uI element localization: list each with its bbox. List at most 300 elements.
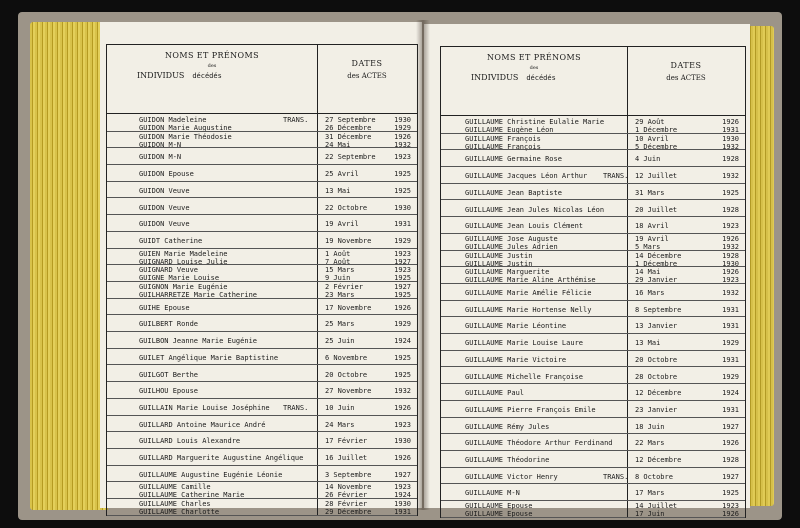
entry-name: GUILBERT Ronde bbox=[139, 320, 199, 329]
register-entry bbox=[107, 499, 417, 516]
entry-year: 1925 bbox=[394, 186, 411, 195]
register-entry bbox=[107, 349, 417, 366]
entry-date: 13 Janvier bbox=[635, 322, 678, 331]
entry-year: 1923 bbox=[394, 483, 411, 492]
entry-name: GUIHE Epouse bbox=[139, 303, 190, 312]
entry-name: GUILLAUME Jacques Léon Arthur bbox=[465, 172, 588, 181]
entry-name: GUILLAUME Augustine Eugénie Léonie bbox=[139, 470, 283, 479]
entry-name: GUIDON M-N bbox=[139, 153, 182, 162]
entry-year: 1929 bbox=[722, 372, 739, 381]
entry-date-cell bbox=[635, 252, 745, 260]
header-rule bbox=[441, 115, 745, 116]
entry-name: GUILGOT Berthe bbox=[139, 370, 199, 379]
entry-year: 1931 bbox=[722, 126, 739, 134]
entry-date-cell bbox=[635, 456, 745, 464]
entry-date: 15 Mars bbox=[325, 266, 355, 275]
entry-name: GUILLAUME Catherine Marie bbox=[139, 491, 245, 500]
entry-year: 1928 bbox=[722, 155, 739, 164]
entry-year: 1931 bbox=[722, 405, 739, 414]
entry-year: 1931 bbox=[394, 508, 411, 517]
register-entry bbox=[107, 315, 417, 332]
entry-name: GUILLAUME Jean Baptiste bbox=[465, 188, 562, 197]
register-entry bbox=[107, 416, 417, 433]
register-entry bbox=[107, 199, 417, 216]
entry-name: GUILLAUME Marie Victoire bbox=[465, 355, 567, 364]
entry-name: GUILLARD Louis Alexandre bbox=[139, 437, 241, 446]
register-entry bbox=[441, 234, 745, 251]
register-entry bbox=[441, 251, 745, 268]
entry-year: 1928 bbox=[722, 456, 739, 464]
dates-column-header bbox=[627, 61, 745, 82]
entry-name: GUIGNON Marie Eugénie bbox=[139, 283, 228, 291]
entry-year: 1925 bbox=[394, 291, 411, 299]
entry-name: GUILHARRETZE Marie Catherine bbox=[139, 291, 258, 299]
entry-date-cell bbox=[635, 373, 745, 381]
entry-name: GUILLAUME Marie Aline Arthémise bbox=[465, 276, 596, 285]
entry-year: 1932 bbox=[722, 242, 739, 251]
entry-year: 1930 bbox=[394, 500, 411, 509]
entry-year: 1927 bbox=[394, 283, 411, 291]
entry-name: GUILLAUME Théodorine bbox=[465, 456, 550, 464]
entry-year: 1932 bbox=[722, 142, 739, 151]
register-entry bbox=[441, 134, 745, 151]
dates-column-header bbox=[317, 59, 417, 80]
register-entry bbox=[107, 132, 417, 149]
entry-date: 24 Mai bbox=[325, 140, 351, 149]
entry-year: 1926 bbox=[722, 118, 739, 126]
entry-date: 17 Juin bbox=[635, 510, 665, 519]
entry-date-cell bbox=[325, 304, 417, 312]
register-entry bbox=[441, 117, 745, 134]
entry-year: 1923 bbox=[722, 502, 739, 511]
entry-year: 1930 bbox=[722, 259, 739, 268]
entry-date-cell bbox=[635, 235, 745, 243]
entry-date: 29 Décembre bbox=[325, 508, 372, 517]
entry-date-cell bbox=[325, 116, 417, 124]
entry-year: 1932 bbox=[394, 140, 411, 149]
entry-date-cell bbox=[635, 473, 745, 481]
header-des-actes: des ACTES bbox=[666, 74, 706, 82]
entry-date: 29 Janvier bbox=[635, 276, 678, 285]
entry-date-cell bbox=[635, 206, 745, 214]
entry-name: GUILHOU Epouse bbox=[139, 387, 199, 396]
header-noms-prenoms: NOMS ET PRÉNOMS bbox=[165, 51, 259, 60]
entry-year: 1924 bbox=[394, 337, 411, 346]
entry-name: GUIGNARD Veuve bbox=[139, 266, 199, 275]
entry-year: 1929 bbox=[394, 124, 411, 132]
entry-date-cell bbox=[325, 250, 417, 258]
entry-year: 1927 bbox=[722, 422, 739, 431]
entry-date-cell bbox=[635, 406, 745, 414]
entry-date: 14 Novembre bbox=[325, 483, 372, 492]
header-rule bbox=[107, 113, 417, 114]
entry-name: GUILLAUME Marguerite bbox=[465, 268, 550, 277]
entry-date-cell bbox=[635, 268, 745, 276]
entry-year: 1928 bbox=[722, 205, 739, 214]
entry-date-cell bbox=[635, 439, 745, 447]
entry-name: GUILLAUME Victor Henry bbox=[465, 472, 558, 481]
register-entry bbox=[441, 484, 745, 501]
register-entry bbox=[107, 299, 417, 316]
entry-date: 22 Septembre bbox=[325, 153, 376, 162]
entry-year: 1923 bbox=[394, 249, 411, 258]
entry-name: GUILLAUME Jean Louis Clément bbox=[465, 222, 584, 231]
register-entry bbox=[441, 434, 745, 451]
entry-name: GUILLAUME Michelle Françoise bbox=[465, 372, 584, 381]
entry-date-cell bbox=[635, 118, 745, 126]
register-entry bbox=[107, 282, 417, 299]
entry-date-cell bbox=[635, 172, 745, 180]
entry-year: 1931 bbox=[722, 355, 739, 364]
entry-name: GUILLAUME Marie Louise Laure bbox=[465, 339, 584, 348]
entry-date: 13 Mai bbox=[325, 186, 351, 195]
entry-year: 1924 bbox=[394, 491, 411, 500]
left-page bbox=[100, 22, 422, 517]
entry-date: 8 Octobre bbox=[635, 472, 673, 481]
entry-year: 1923 bbox=[722, 276, 739, 285]
entry-year: 1925 bbox=[394, 353, 411, 362]
entry-year: 1925 bbox=[394, 274, 411, 283]
register-entry bbox=[441, 301, 745, 318]
entry-year: 1926 bbox=[722, 510, 739, 519]
entry-date: 14 Décembre bbox=[635, 251, 682, 260]
register-entry bbox=[441, 284, 745, 301]
entry-year: 1930 bbox=[394, 437, 411, 446]
register-entry bbox=[107, 466, 417, 483]
entry-date-cell bbox=[635, 135, 745, 143]
entry-date: 19 Novembre bbox=[325, 236, 372, 245]
entry-date: 12 Décembre bbox=[635, 389, 682, 398]
register-entry bbox=[107, 249, 417, 266]
trans-mark: TRANS. bbox=[603, 172, 629, 181]
entry-date: 1 Décembre bbox=[635, 126, 678, 134]
entry-date: 10 Avril bbox=[635, 134, 669, 143]
entry-date: 25 Juin bbox=[325, 337, 355, 346]
entry-date: 22 Mars bbox=[635, 439, 665, 448]
entry-date-cell bbox=[325, 266, 417, 274]
entry-name: GUILLAUME Théodore Arthur Ferdinand bbox=[465, 439, 613, 448]
register-entry bbox=[441, 418, 745, 435]
entry-date: 3 Septembre bbox=[325, 470, 372, 479]
header-individus-line bbox=[441, 73, 627, 82]
register-entry bbox=[107, 232, 417, 249]
entry-date-cell bbox=[635, 306, 745, 314]
page-edges-right bbox=[748, 26, 774, 506]
header-individus-line bbox=[107, 71, 317, 80]
header-des-actes: des ACTES bbox=[347, 72, 387, 80]
entry-date: 27 Novembre bbox=[325, 387, 372, 396]
entry-date-cell bbox=[325, 220, 417, 228]
entry-date-cell bbox=[325, 337, 417, 345]
entry-year: 1923 bbox=[394, 266, 411, 275]
entry-name: GUILLAUME Charlotte bbox=[139, 508, 220, 517]
register-entry bbox=[107, 215, 417, 232]
entry-name: GUILLAUME Epouse bbox=[465, 502, 533, 511]
entry-name: GUILLAUME Jose Auguste bbox=[465, 234, 558, 243]
entry-year: 1925 bbox=[722, 489, 739, 498]
entry-name: GUIDON Madeleine bbox=[139, 116, 207, 124]
entry-year: 1925 bbox=[394, 170, 411, 179]
register-entry bbox=[441, 384, 745, 401]
entry-date-cell bbox=[635, 356, 745, 364]
entry-date-cell bbox=[325, 437, 417, 445]
entry-name: GUILLAUME Paul bbox=[465, 389, 525, 398]
register-entry bbox=[441, 401, 745, 418]
header-individus: INDIVIDUS bbox=[471, 73, 519, 82]
register-entry bbox=[107, 449, 417, 466]
right-page bbox=[424, 24, 750, 519]
entry-name: GUIDT Catherine bbox=[139, 236, 203, 245]
entry-date-cell bbox=[325, 170, 417, 178]
entry-year: 1929 bbox=[394, 320, 411, 329]
entry-date-cell bbox=[635, 423, 745, 431]
entry-name: GUILLAUME Jules Adrien bbox=[465, 242, 558, 251]
entry-date-cell bbox=[635, 322, 745, 330]
header-des: des bbox=[207, 63, 217, 69]
entry-year: 1926 bbox=[394, 403, 411, 412]
entry-name: GUIEN Marie Madeleine bbox=[139, 249, 228, 258]
entry-date: 13 Mai bbox=[635, 339, 661, 348]
register-entry bbox=[441, 184, 745, 201]
entry-name: GUILLAUME Marie Amélie Félicie bbox=[465, 289, 592, 297]
entry-date-cell bbox=[635, 189, 745, 197]
entry-year: 1932 bbox=[722, 172, 739, 181]
register-entry bbox=[441, 150, 745, 167]
trans-mark: TRANS. bbox=[603, 472, 629, 481]
entry-date: 2 Février bbox=[325, 283, 363, 291]
entry-date: 4 Juin bbox=[635, 155, 661, 164]
entry-date: 25 Avril bbox=[325, 170, 359, 179]
entry-date: 12 Décembre bbox=[635, 456, 682, 464]
book-gutter bbox=[416, 20, 430, 510]
entry-year: 1926 bbox=[722, 439, 739, 448]
entry-date: 10 Juin bbox=[325, 403, 355, 412]
header-decedes: décédés bbox=[192, 72, 222, 80]
header-dates: DATES bbox=[351, 59, 383, 68]
register-entry bbox=[441, 451, 745, 468]
register-entry bbox=[107, 366, 417, 383]
entry-name: GUILLAUME Pierre François Emile bbox=[465, 405, 596, 414]
entry-date: 31 Décembre bbox=[325, 132, 372, 141]
entry-year: 1932 bbox=[394, 387, 411, 396]
entry-date: 18 Juin bbox=[635, 422, 665, 431]
entry-date-cell bbox=[635, 489, 745, 497]
entry-name: GUIDON Marie Augustine bbox=[139, 124, 232, 132]
entry-year: 1926 bbox=[722, 234, 739, 243]
entry-year: 1929 bbox=[394, 236, 411, 245]
entry-date: 1 Août bbox=[325, 249, 351, 258]
entry-date: 23 Mars bbox=[325, 291, 355, 299]
entry-name: GUILLAUME Eugène Léon bbox=[465, 126, 554, 134]
entry-date-cell bbox=[325, 371, 417, 379]
entry-name: GUILLAUME Justin bbox=[465, 251, 533, 260]
entry-date: 16 Juillet bbox=[325, 454, 368, 462]
entry-date: 19 Avril bbox=[325, 220, 359, 229]
entry-date-cell bbox=[635, 155, 745, 163]
entry-date-cell bbox=[635, 389, 745, 397]
entry-year: 1926 bbox=[722, 268, 739, 277]
register-entry bbox=[107, 182, 417, 199]
entry-name: GUILET Angélique Marie Baptistine bbox=[139, 353, 279, 362]
entry-name: GUIDON Veuve bbox=[139, 186, 190, 195]
entry-year: 1923 bbox=[394, 420, 411, 429]
entry-date: 16 Mars bbox=[635, 289, 665, 297]
entry-date-cell bbox=[325, 500, 417, 508]
entry-date: 22 Octobre bbox=[325, 203, 368, 212]
entry-name: GUILLARD Antoine Maurice André bbox=[139, 420, 266, 429]
entry-year: 1927 bbox=[394, 470, 411, 479]
entry-year: 1925 bbox=[722, 188, 739, 197]
header-noms-prenoms: NOMS ET PRÉNOMS bbox=[487, 53, 581, 62]
register-entry bbox=[107, 148, 417, 165]
register-entry bbox=[441, 317, 745, 334]
register-entry bbox=[107, 265, 417, 282]
entry-date-cell bbox=[635, 222, 745, 230]
entry-name: GUILLAUME Camille bbox=[139, 483, 211, 492]
page-edges-left bbox=[30, 22, 108, 510]
register-entry bbox=[107, 165, 417, 182]
entry-year: 1930 bbox=[394, 116, 411, 124]
entry-name: GUILBON Jeanne Marie Eugénie bbox=[139, 337, 258, 346]
entry-name: GUIGNE Marie Louise bbox=[139, 274, 220, 283]
entry-name: GUILLAUME Jean Jules Nicolas Léon bbox=[465, 205, 605, 214]
entry-date-cell bbox=[325, 320, 417, 328]
register-entry bbox=[441, 267, 745, 284]
header-decedes: décédés bbox=[526, 74, 556, 82]
register-entry bbox=[107, 382, 417, 399]
trans-mark: TRANS. bbox=[283, 403, 309, 412]
entry-date: 1 Décembre bbox=[635, 259, 678, 268]
entry-date-cell bbox=[325, 404, 417, 412]
entry-date: 29 Août bbox=[635, 118, 665, 126]
entry-name: GUILLAUME Rémy Jules bbox=[465, 422, 550, 431]
entry-date: 9 Juin bbox=[325, 274, 351, 283]
entry-date: 24 Mars bbox=[325, 420, 355, 429]
entry-date: 20 Juillet bbox=[635, 205, 678, 214]
entry-name: GUIDON Veuve bbox=[139, 203, 190, 212]
entry-date-cell bbox=[325, 387, 417, 395]
register-entry bbox=[441, 167, 745, 184]
entry-name: GUILLARD Marguerite Augustine Angélique bbox=[139, 454, 304, 462]
entry-date-cell bbox=[325, 471, 417, 479]
register-entry bbox=[441, 501, 745, 518]
entry-name: GUIDON M-N bbox=[139, 140, 182, 149]
entry-year: 1925 bbox=[394, 370, 411, 379]
header-individus: INDIVIDUS bbox=[137, 71, 185, 80]
entry-date-cell bbox=[635, 502, 745, 510]
entry-name: GUIDON Epouse bbox=[139, 170, 194, 179]
entry-year: 1923 bbox=[722, 222, 739, 231]
entry-date: 18 Avril bbox=[635, 222, 669, 231]
entry-date-cell bbox=[635, 339, 745, 347]
entry-date-cell bbox=[325, 483, 417, 491]
register-entry bbox=[107, 332, 417, 349]
entry-date-cell bbox=[325, 153, 417, 161]
entry-date-cell bbox=[325, 454, 417, 462]
entry-date-cell bbox=[325, 133, 417, 141]
entry-name: GUILLAIN Marie Louise Joséphine bbox=[139, 403, 270, 412]
entry-name: GUILLAUME Charles bbox=[139, 500, 211, 509]
entry-year: 1927 bbox=[394, 257, 411, 266]
left-table-frame bbox=[106, 44, 418, 516]
entry-date: 14 Mai bbox=[635, 268, 661, 277]
entry-year: 1930 bbox=[394, 203, 411, 212]
entry-year: 1924 bbox=[722, 389, 739, 398]
entry-year: 1930 bbox=[722, 134, 739, 143]
entry-name: GUILLAUME François bbox=[465, 134, 541, 143]
entry-date: 28 Octobre bbox=[635, 372, 678, 381]
entry-date-cell bbox=[325, 354, 417, 362]
trans-mark: TRANS. bbox=[283, 116, 309, 124]
entry-name: GUILLAUME Christine Eulalie Marie bbox=[465, 118, 605, 126]
entry-date-cell bbox=[325, 204, 417, 212]
register-entry bbox=[441, 217, 745, 234]
entry-date-cell bbox=[325, 283, 417, 291]
entry-year: 1931 bbox=[722, 305, 739, 314]
entry-date-cell bbox=[325, 187, 417, 195]
entry-name: GUIGNARD Louise Julie bbox=[139, 257, 228, 266]
header-des: des bbox=[529, 65, 539, 71]
entry-name: GUILLAUME François bbox=[465, 142, 541, 151]
entry-name: GUILLAUME Germaine Rose bbox=[465, 155, 562, 164]
entry-date: 8 Septembre bbox=[635, 305, 682, 314]
register-entry bbox=[107, 432, 417, 449]
entry-date: 19 Avril bbox=[635, 234, 669, 243]
entry-year: 1932 bbox=[722, 289, 739, 297]
entry-date: 7 Août bbox=[325, 257, 351, 266]
entry-date: 27 Septembre bbox=[325, 116, 376, 124]
entry-name: GUIDON Veuve bbox=[139, 220, 190, 229]
entry-date: 28 Février bbox=[325, 500, 368, 509]
header-dates: DATES bbox=[670, 61, 702, 70]
entry-date-cell bbox=[635, 289, 745, 297]
register-entry bbox=[441, 468, 745, 485]
entry-date: 17 Février bbox=[325, 437, 368, 446]
register-entry bbox=[441, 368, 745, 385]
entry-date: 5 Mars bbox=[635, 242, 661, 251]
entry-date: 25 Mars bbox=[325, 320, 355, 329]
entry-year: 1926 bbox=[394, 132, 411, 141]
entry-date: 23 Janvier bbox=[635, 405, 678, 414]
entry-year: 1923 bbox=[394, 153, 411, 162]
entry-name: GUIDON Marie Théodosie bbox=[139, 132, 232, 141]
entry-name: GUILLAUME Epouse bbox=[465, 510, 533, 519]
row-rule bbox=[107, 515, 417, 516]
entry-date: 14 Juillet bbox=[635, 502, 678, 511]
entry-date-cell bbox=[325, 421, 417, 429]
entry-date: 20 Octobre bbox=[635, 355, 678, 364]
entry-year: 1926 bbox=[394, 454, 411, 462]
register-entry bbox=[107, 482, 417, 499]
register-entry bbox=[107, 115, 417, 132]
entry-date: 5 Décembre bbox=[635, 142, 678, 151]
entry-year: 1929 bbox=[722, 339, 739, 348]
register-entry bbox=[441, 351, 745, 368]
register-entry bbox=[441, 201, 745, 218]
names-column-header bbox=[441, 53, 627, 82]
entry-year: 1928 bbox=[722, 251, 739, 260]
entry-date: 6 Novembre bbox=[325, 353, 368, 362]
entry-name: GUILLAUME Marie Léontine bbox=[465, 322, 567, 331]
entry-year: 1927 bbox=[722, 472, 739, 481]
entry-date: 17 Novembre bbox=[325, 303, 372, 312]
entry-name: GUILLAUME M-N bbox=[465, 489, 520, 498]
entry-date: 17 Mars bbox=[635, 489, 665, 498]
register-entry bbox=[107, 399, 417, 416]
entry-date-cell bbox=[325, 237, 417, 245]
entry-name: GUILLAUME Justin bbox=[465, 259, 533, 268]
names-column-header bbox=[107, 51, 317, 80]
